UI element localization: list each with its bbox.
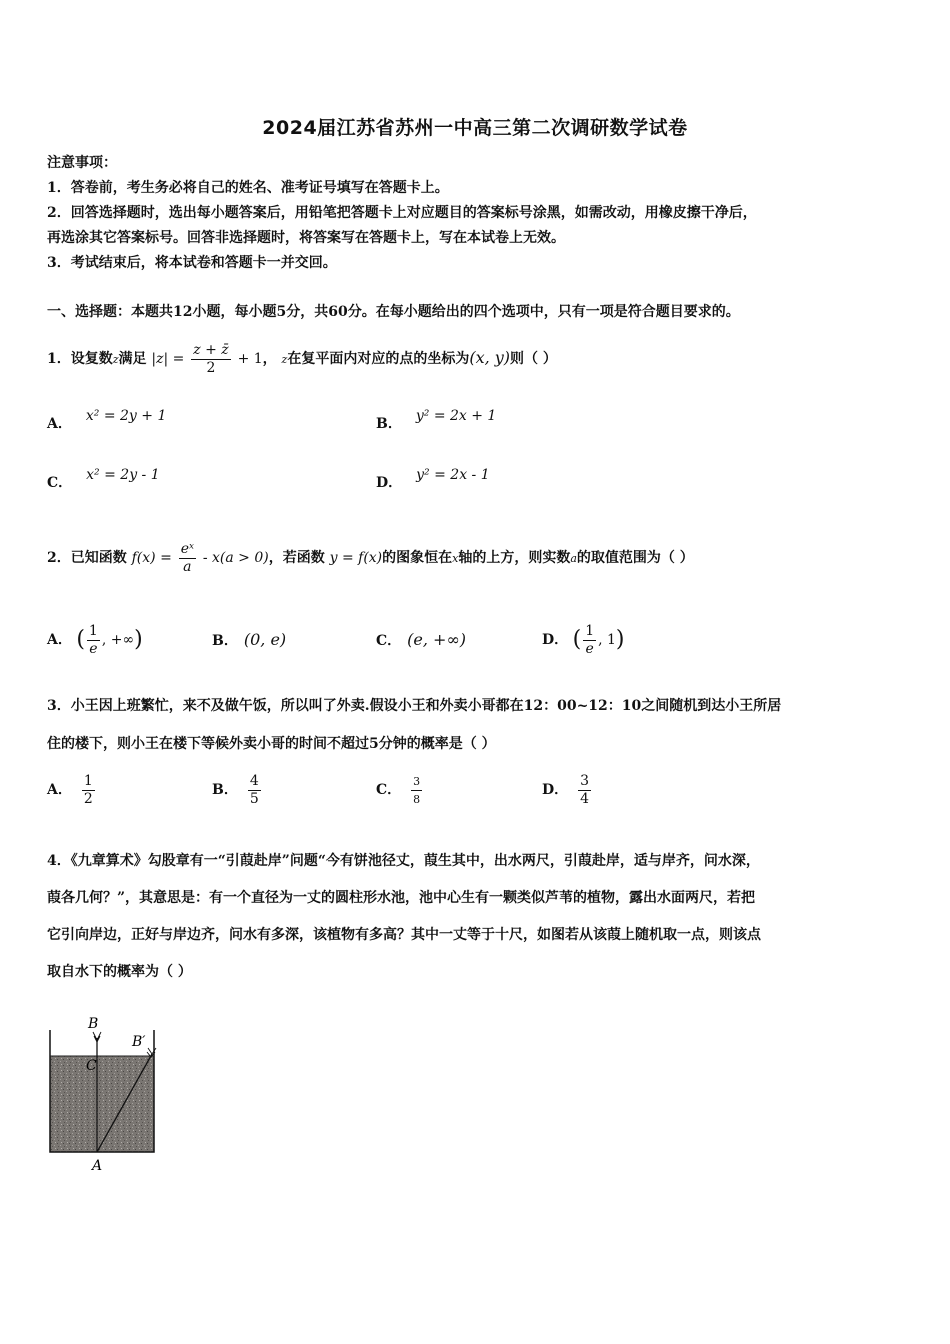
q1-var-z: z — [281, 353, 288, 366]
q2-graph-fn: y = f(x) — [329, 550, 383, 566]
label-b: B — [88, 1016, 99, 1032]
q2-text: 的图象恒在 — [382, 550, 453, 566]
water-body — [50, 1056, 154, 1152]
q3-option-c[interactable]: C． $\frac{3}{8}$ — [376, 774, 421, 806]
q2-text: 轴的上方，则实数 — [458, 550, 571, 566]
q1-option-d[interactable]: D． y² = 2x - 1 — [376, 467, 490, 491]
q1-cond-fraction: $\frac{z + z̄}{2}$ — [193, 341, 229, 376]
q2-option-b[interactable]: B． (0, e) — [212, 630, 287, 649]
q2-text: 的取值范围为（ ） — [576, 550, 694, 566]
label-b-prime: B′ — [132, 1034, 146, 1050]
q2-var-a: a — [570, 552, 577, 565]
label-a: A — [92, 1158, 103, 1174]
label-c: C — [86, 1058, 97, 1074]
q2-f-rest: - x(a > 0) — [202, 550, 269, 566]
q2-option-c[interactable]: C． (e, +∞) — [376, 630, 467, 649]
q1-cond-right: + 1 — [237, 351, 263, 367]
q2-var-x: x — [452, 552, 459, 565]
question-1-stem — [47, 338, 557, 380]
q2-text: 2．已知函数 — [47, 550, 127, 566]
q1-text: 满足 — [118, 351, 147, 367]
q2-fx: f(x) = — [131, 550, 172, 566]
q1-var-z: z — [112, 353, 119, 366]
q1-coord: (x, y) — [469, 348, 511, 367]
reed-tip — [93, 1032, 101, 1042]
page-title: 2024届江苏省苏州一中高三第二次调研数学试卷 — [262, 117, 688, 139]
q1-text: ， — [262, 351, 277, 367]
q1-option-c[interactable]: C． x² = 2y - 1 — [47, 467, 160, 491]
q1-option-b[interactable]: B． y² = 2x + 1 — [376, 408, 497, 432]
q1-cond-left: |z| = — [151, 351, 185, 367]
q2-option-a[interactable]: A． ( $\frac{1}{e}$ , +∞) — [47, 622, 143, 657]
notice-item: 再选涂其它答案标号。回答非选择题时，将答案写在答题卡上，写在本试卷上无效。 — [47, 230, 565, 246]
q3-option-d[interactable]: D． $\frac{3}{4}$ — [542, 772, 590, 807]
notice-heading: 注意事项： — [47, 155, 117, 171]
q2-fraction: $\frac{\text{eˣ}}{a}$ — [180, 540, 194, 575]
section-heading: 一、选择题：本题共12小题，每小题5分，共60分。在每小题给出的四个选项中，只有一项是符合题目要求的。 — [47, 304, 740, 320]
q3-option-b[interactable]: B． $\frac{4}{5}$ — [212, 772, 259, 807]
question-4-line: 4．《九章算术》勾股章有一“引葭赴岸”问题“今有饼池径丈，葭生其中，出水两尺，引葭赴岸，适与岸齐，问水深， — [47, 853, 760, 869]
q2-option-d[interactable]: D． ( $\frac{1}{e}$ , 1) — [542, 622, 625, 657]
question-4-line: 葭各几何？”，其意思是：有一个直径为一丈的圆柱形水池，池中心生有一颗类似芦苇的植物，露出水面两尺，若把 — [47, 890, 756, 906]
question-4-line: 它引向岸边，正好与岸边齐，问水有多深，该植物有多高？其中一丈等于十尺，如图若从该葭上随机取一点，则该点 — [47, 927, 761, 943]
q1-text: 在复平面内对应的点的坐标为 — [287, 351, 470, 367]
question-4-line: 取自水下的概率为（ ） — [47, 964, 192, 980]
question-3-line: 住的楼下，则小王在楼下等候外卖小哥的时间不超过5分钟的概率是（ ） — [47, 736, 496, 752]
notice-item: 1．答卷前，考生务必将自己的姓名、准考证号填写在答题卡上。 — [47, 180, 449, 196]
question-2-stem — [47, 534, 694, 583]
q2-text: ，若函数 — [268, 550, 325, 566]
pool-reed-figure — [44, 1010, 164, 1175]
q1-text: 1．设复数 — [47, 351, 113, 367]
q1-text: 则（ ） — [510, 351, 557, 367]
q1-option-a[interactable]: A． x² = 2y + 1 — [47, 408, 167, 432]
notice-item: 2．回答选择题时，选出每小题答案后，用铅笔把答题卡上对应题目的答案标号涂黑，如需改动，用橡皮擦干净后， — [47, 205, 757, 221]
q3-option-a[interactable]: A． $\frac{1}{2}$ — [47, 772, 93, 807]
notice-item: 3．考试结束后，将本试卷和答题卡一并交回。 — [47, 255, 337, 271]
question-3-line: 3．小王因上班繁忙，来不及做午饭，所以叫了外卖.假设小王和外卖小哥都在12：00~12：10之间随机到达小王所居 — [47, 698, 782, 714]
